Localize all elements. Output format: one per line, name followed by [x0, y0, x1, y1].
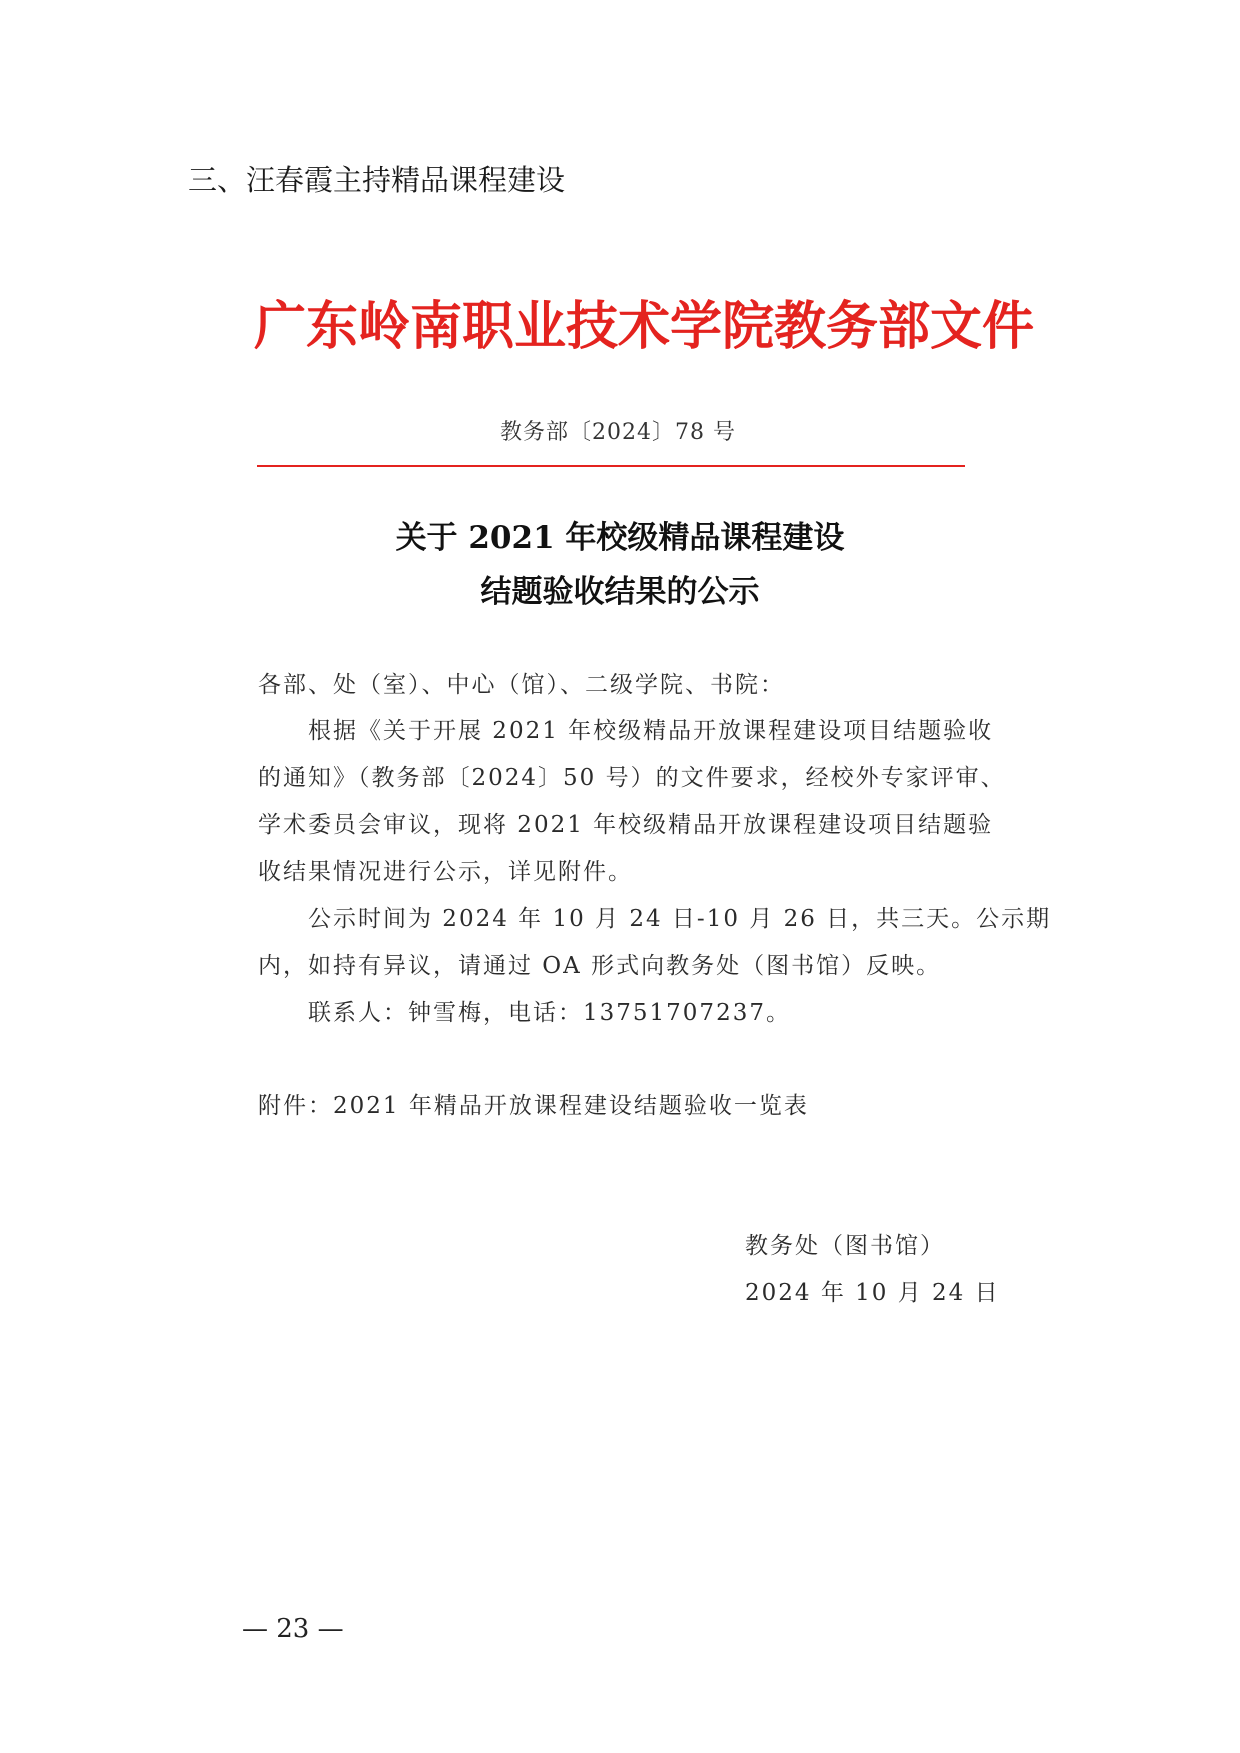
- paragraph-1-line: 学术委员会审议，现将 2021 年校级精品开放课程建设项目结题验: [258, 812, 994, 838]
- notice-title-line-2: 结题验收结果的公示: [480, 574, 760, 610]
- contact-line: 联系人：钟雪梅，电话：13751707237。: [308, 1000, 791, 1026]
- paragraph-1-line: 收结果情况进行公示，详见附件。: [258, 859, 633, 885]
- attachment-line: 附件：2021 年精品开放课程建设结题验收一览表: [258, 1093, 809, 1119]
- page-number: — 23 —: [242, 1614, 344, 1644]
- notice-title-line-1: 关于 2021 年校级精品课程建设: [395, 520, 845, 556]
- issuer-signature: 教务处（图书馆）: [745, 1233, 945, 1259]
- red-divider-line: [257, 465, 965, 467]
- document-org-title: 广东岭南职业技术学院教务部文件: [254, 296, 1035, 357]
- paragraph-1-line: 的通知》（教务部〔2024〕50 号）的文件要求，经校外专家评审、: [258, 765, 1006, 791]
- salutation: 各部、处（室）、中心（馆）、二级学院、书院：: [258, 672, 785, 698]
- paragraph-2-line: 内，如持有异议，请通过 OA 形式向教务处（图书馆）反映。: [258, 953, 942, 979]
- paragraph-2-line: 公示时间为 2024 年 10 月 24 日-10 月 26 日，共三天。公示期: [308, 906, 1052, 932]
- document-number: 教务部〔2024〕78 号: [500, 420, 736, 445]
- section-heading: 三、汪春霞主持精品课程建设: [188, 163, 566, 197]
- paragraph-1-line: 根据《关于开展 2021 年校级精品开放课程建设项目结题验收: [308, 718, 994, 744]
- issue-date: 2024 年 10 月 24 日: [745, 1280, 1000, 1306]
